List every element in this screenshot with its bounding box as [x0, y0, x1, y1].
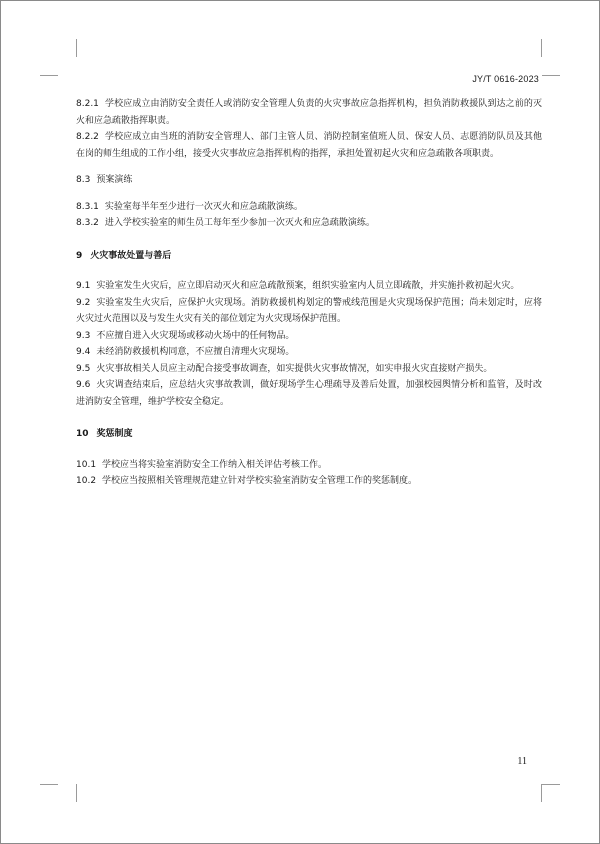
clause-8-3-1: [76, 199, 542, 216]
clause-text: 学校应当将实验室消防安全工作纳入相关评估考核工作。: [102, 459, 328, 470]
clause-number: 8.2.2: [76, 132, 99, 142]
section-heading-9: [76, 248, 542, 265]
clause-number: 9.3: [76, 330, 91, 341]
section-number: 9: [76, 250, 83, 261]
document-code: JY/T 0616-2023: [472, 74, 539, 84]
section-title: 奖惩制度: [96, 429, 133, 439]
clause-text: 学校应成立由消防安全责任人或消防安全管理人负责的火灾事故应急指挥机构，担负消防救援队到达之前的灭火和应急疏散指挥职责。: [76, 99, 542, 126]
clause-10-1: [76, 457, 542, 474]
section-heading-10: [76, 426, 542, 443]
clause-number: 9.6: [76, 380, 91, 390]
clause-9-1: [76, 278, 542, 295]
clause-text: 未经消防救援机构同意，不应擅自清理火灾现场。: [96, 347, 295, 357]
clause-number: 10.1: [76, 459, 97, 470]
clause-number: 9.1: [76, 281, 91, 291]
clause-text: 火灾事故相关人员应主动配合接受事故调查，如实提供火灾事故情况，如实申报火灾直接财产损失。: [96, 363, 493, 374]
clause-number: 9.5: [76, 363, 91, 374]
subsection-number: 8.3: [76, 175, 91, 185]
clause-text: 进入学校实验室的师生员工每年至少参加一次灭火和应急疏散演练。: [104, 218, 375, 228]
clause-9-2: [76, 295, 542, 328]
clause-8-3-2: [76, 215, 542, 232]
clause-number: 8.3.2: [76, 218, 99, 228]
clause-9-3: [76, 328, 542, 345]
clause-9-6: [76, 377, 542, 410]
subsection-title: 预案演练: [96, 175, 133, 185]
page-body: [76, 96, 542, 490]
clause-number: 10.2: [76, 476, 97, 486]
clause-text: 实验室发生火灾后，应保护火灾现场。消防救援机构划定的警戒线范围是火灾现场保护范围；尚未划定时，应将火灾过火范围以及与发生火灾有关的部位划定为火灾现场保护范围。: [76, 297, 542, 324]
clause-number: 9.4: [76, 347, 91, 357]
clause-8-2-1: [76, 96, 542, 129]
page-number: 11: [517, 756, 527, 767]
subsection-8-3: [76, 172, 542, 189]
clause-10-2: [76, 473, 542, 490]
clause-text: 学校应当按照相关管理规范建立针对学校实验室消防安全管理工作的奖惩制度。: [102, 476, 418, 486]
section-number: 10: [76, 429, 89, 439]
clause-text: 学校应成立由当班的消防安全管理人、部门主管人员、消防控制室值班人员、保安人员、志愿消防队员及其他在岗的师生组成的工作小组，接受火灾事故应急指挥机构的指挥，承担处置初起火灾和应急疏散各项职责。: [76, 132, 542, 159]
clause-8-2-2: [76, 129, 542, 162]
clause-text: 实验室发生火灾后，应立即启动灭火和应急疏散预案，组织实验室内人员立即疏散，并实施扑救初起火灾。: [96, 281, 520, 291]
clause-text: 实验室每半年至少进行一次灭火和应急疏散演练。: [104, 201, 303, 212]
clause-text: 不应擅自进入火灾现场或移动火场中的任何物品。: [96, 330, 295, 341]
clause-number: 8.2.1: [76, 99, 99, 109]
clause-9-5: [76, 361, 542, 378]
clause-text: 火灾调查结束后，应总结火灾事故教训，做好现场学生心理疏导及善后处置，加强校园舆情分析和监管，及时改进消防安全管理，维护学校安全稳定。: [76, 380, 542, 407]
clause-9-4: [76, 344, 542, 361]
clause-number: 8.3.1: [76, 201, 99, 212]
section-title: 火灾事故处置与善后: [90, 250, 172, 261]
clause-number: 9.2: [76, 297, 91, 308]
